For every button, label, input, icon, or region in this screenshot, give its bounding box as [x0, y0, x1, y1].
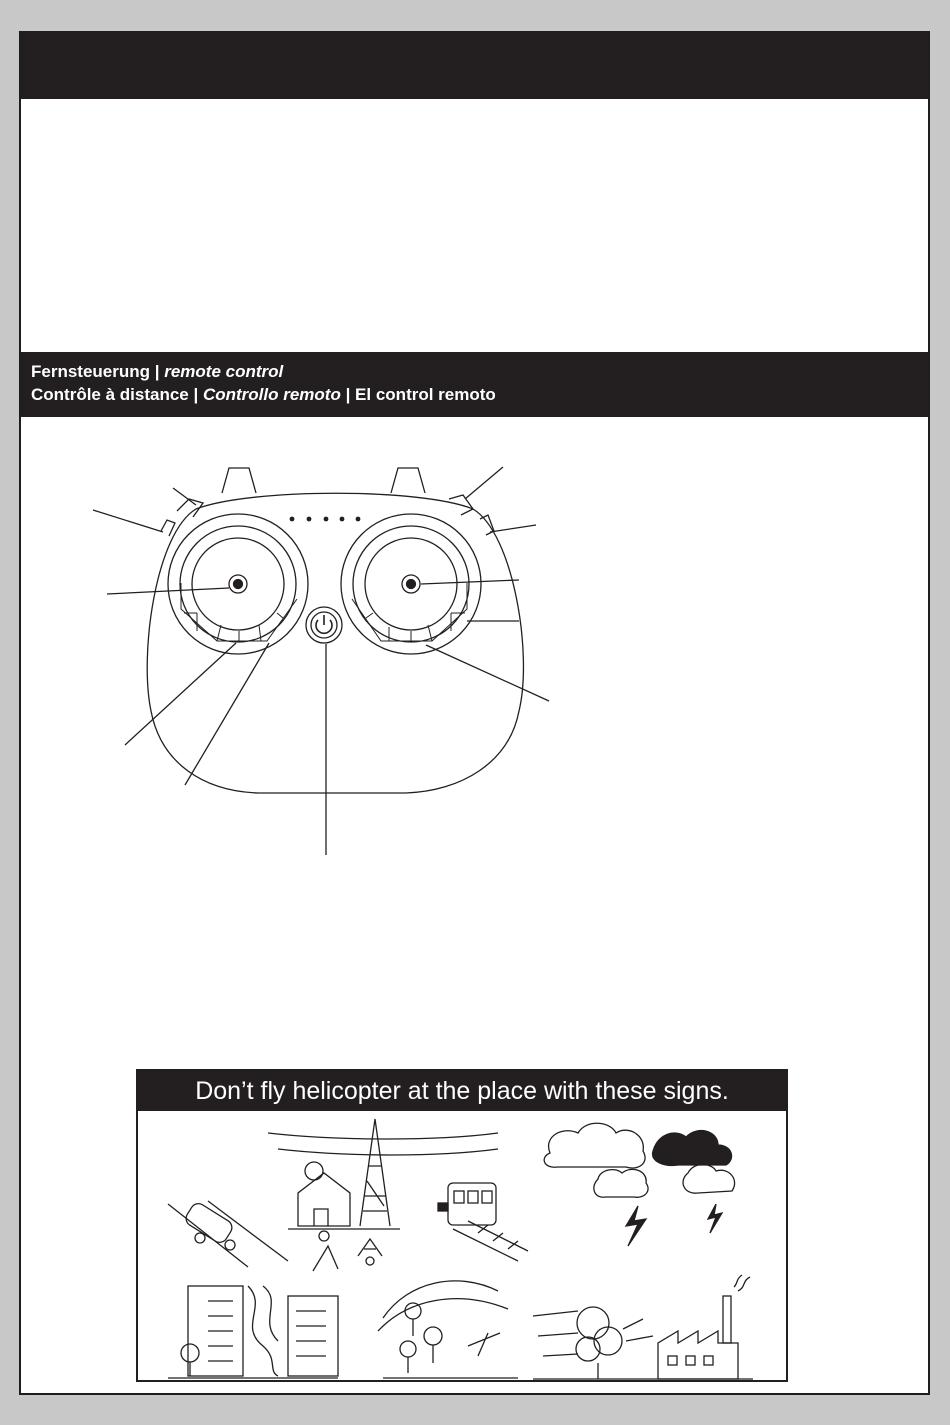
section-title-line-1: Fernsteuerung | remote control: [31, 362, 284, 381]
city-buildings-scene-icon: [168, 1286, 338, 1378]
power-icon: [316, 615, 332, 633]
left-lower-shoulder-button: [161, 520, 175, 536]
warning-panel: [136, 1069, 788, 1382]
wind-factory-scene-icon: [533, 1275, 753, 1379]
river-trees-scene-icon: [378, 1281, 518, 1378]
car-road-scene-icon: [168, 1201, 288, 1267]
remote-body-outline: [147, 493, 523, 793]
manual-page: [19, 31, 930, 1395]
thunderstorm-scene-icon: [544, 1123, 734, 1246]
warning-illustrations: [138, 1111, 786, 1381]
left-antenna-icon: [222, 468, 256, 493]
section-title-bar: [21, 352, 928, 417]
remote-control-diagram: [21, 33, 930, 1063]
tram-scene-icon: [438, 1183, 528, 1261]
warning-header: Don’t fly helicopter at the place with these signs.: [138, 1071, 786, 1111]
section-title-line-2: Contrôle à distance | Controllo remoto | El control remoto: [31, 385, 496, 404]
led-indicators: [290, 517, 361, 522]
right-antenna-icon: [391, 468, 425, 493]
